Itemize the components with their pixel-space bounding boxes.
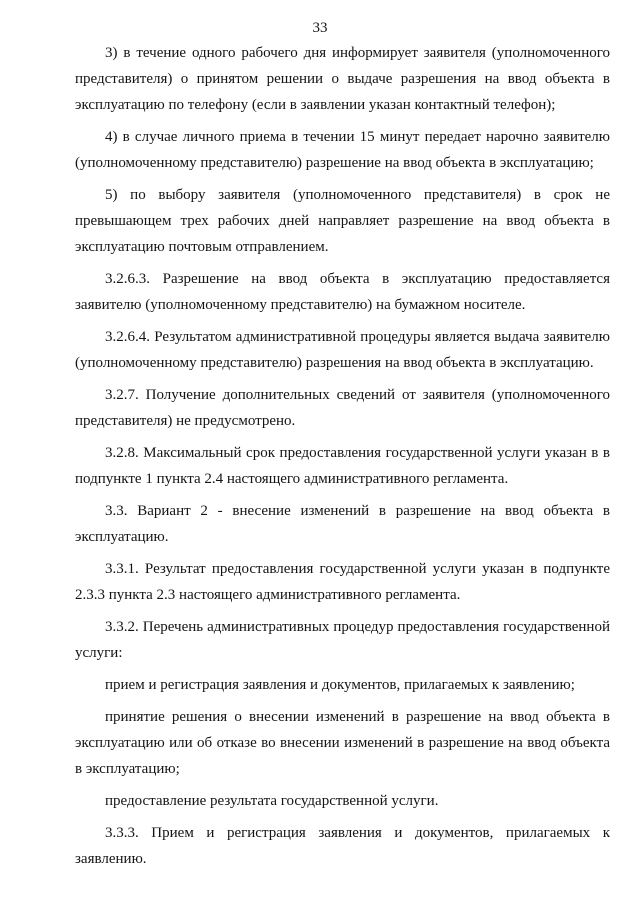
paragraph-3-2-6-3: 3.2.6.3. Разрешение на ввод объекта в эксплуатацию предоставляется заявителю (уполномоченному представителю) на бумажном носителе. bbox=[75, 271, 610, 313]
paragraph-procedure-decision: принятие решения о внесении изменений в разрешение на ввод объекта в эксплуатацию или об отказе во внесении изменений в разрешение на ввод объекта в эксплуатацию; bbox=[75, 709, 610, 777]
paragraph-3-2-8: 3.2.8. Максимальный срок предоставления государственной услуги указан в в подпункте 1 пункта 2.4 настоящего административного регламента. bbox=[75, 445, 610, 487]
paragraph-3-3-2: 3.3.2. Перечень административных процедур предоставления государственной услуги: bbox=[75, 619, 610, 661]
paragraph-personal-delivery: 4) в случае личного приема в течении 15 минут передает нарочно заявителю (уполномоченному представителю) разрешение на ввод объекта в эксплуатацию; bbox=[75, 129, 610, 171]
paragraph-notify-by-phone: 3) в течение одного рабочего дня информирует заявителя (уполномоченного представителя) о принятом решении о выдаче разрешения на ввод объекта в эксплуатацию по телефону (если в заявлении указан контактный телефон); bbox=[75, 45, 610, 113]
paragraph-postal-delivery: 5) по выбору заявителя (уполномоченного представителя) в срок не превышающем трех рабочих дней направляет разрешение на ввод объекта в эксплуатацию почтовым отправлением. bbox=[75, 187, 610, 255]
paragraph-3-3-1: 3.3.1. Результат предоставления государственной услуги указан в подпункте 2.3.3 пункта 2.3 настоящего административного регламента. bbox=[75, 561, 610, 603]
paragraph-3-3: 3.3. Вариант 2 - внесение изменений в разрешение на ввод объекта в эксплуатацию. bbox=[75, 503, 610, 545]
page-number: 33 bbox=[312, 20, 328, 36]
paragraph-3-2-6-4: 3.2.6.4. Результатом административной процедуры является выдача заявителю (уполномоченному представителю) разрешения на ввод объекта в эксплуатацию. bbox=[75, 329, 610, 371]
paragraph-3-3-3: 3.3.3. Прием и регистрация заявления и документов, прилагаемых к заявлению. bbox=[75, 825, 610, 867]
paragraph-procedure-result: предоставление результата государственной услуги. bbox=[105, 793, 439, 809]
paragraph-3-2-7: 3.2.7. Получение дополнительных сведений от заявителя (уполномоченного представителя) не предусмотрено. bbox=[75, 387, 610, 429]
paragraph-procedure-reception: прием и регистрация заявления и документов, прилагаемых к заявлению; bbox=[105, 677, 575, 693]
document-body bbox=[75, 40, 610, 878]
